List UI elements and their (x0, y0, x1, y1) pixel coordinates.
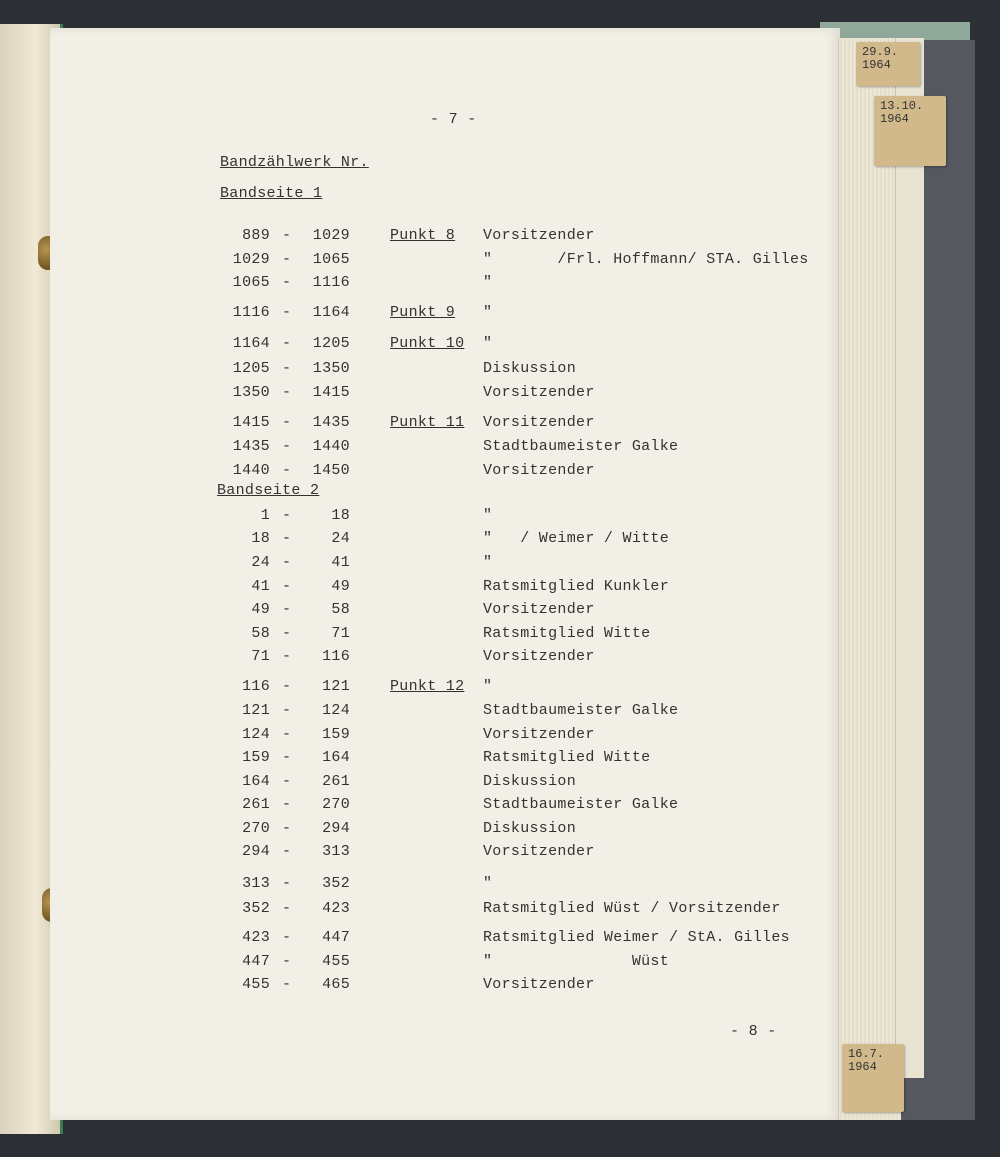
page-heading: Bandzählwerk Nr. (220, 154, 369, 171)
range-dash: - (282, 976, 292, 993)
page-number: - 7 - (430, 111, 477, 128)
range-to: 423 (322, 900, 350, 917)
speaker: Vorsitzender (483, 601, 595, 618)
range-to: 455 (322, 953, 350, 970)
range-to: 1435 (312, 414, 350, 431)
agenda-item: Punkt 11 (390, 414, 465, 431)
range-to: 1350 (312, 360, 350, 377)
speaker: " (483, 304, 493, 321)
range-from: 164 (242, 773, 270, 790)
range-from: 121 (242, 702, 270, 719)
range-dash: - (282, 726, 292, 743)
speaker: Vorsitzender (483, 726, 595, 743)
range-dash: - (282, 335, 292, 352)
range-from: 1029 (232, 251, 270, 268)
range-to: 41 (331, 554, 350, 571)
range-to: 1415 (312, 384, 350, 401)
range-to: 1450 (312, 462, 350, 479)
range-from: 352 (242, 900, 270, 917)
next-page-number: - 8 - (730, 1023, 777, 1040)
agenda-item: Punkt 10 (390, 335, 465, 352)
range-dash: - (282, 678, 292, 695)
speaker: Vorsitzender (483, 414, 595, 431)
side1-label: Bandseite 1 (220, 185, 323, 202)
range-dash: - (282, 578, 292, 595)
range-dash: - (282, 929, 292, 946)
range-dash: - (282, 749, 292, 766)
range-from: 1 (260, 507, 270, 524)
range-dash: - (282, 843, 292, 860)
range-to: 124 (322, 702, 350, 719)
speaker: Vorsitzender (483, 227, 595, 244)
range-to: 1164 (312, 304, 350, 321)
range-to: 294 (322, 820, 350, 837)
side2-label: Bandseite 2 (217, 482, 320, 499)
range-from: 889 (242, 227, 270, 244)
range-from: 423 (242, 929, 270, 946)
range-to: 1065 (312, 251, 350, 268)
speaker: Diskussion (483, 820, 577, 837)
speaker: " (483, 554, 493, 571)
range-dash: - (282, 820, 292, 837)
range-dash: - (282, 773, 292, 790)
range-from: 447 (242, 953, 270, 970)
range-from: 1440 (232, 462, 270, 479)
range-dash: - (282, 227, 292, 244)
speaker: Ratsmitglied Kunkler (483, 578, 670, 595)
range-dash: - (282, 360, 292, 377)
date-tab-3: 16.7. 1964 (842, 1044, 904, 1112)
range-to: 352 (322, 875, 350, 892)
speaker: " (483, 507, 493, 524)
range-from: 71 (251, 648, 270, 665)
range-dash: - (282, 601, 292, 618)
range-dash: - (282, 438, 292, 455)
range-from: 116 (242, 678, 270, 695)
range-to: 465 (322, 976, 350, 993)
document-page (50, 28, 840, 1120)
range-dash: - (282, 625, 292, 642)
range-from: 1350 (232, 384, 270, 401)
speaker: " Wüst (483, 953, 670, 970)
range-from: 49 (251, 601, 270, 618)
range-from: 41 (251, 578, 270, 595)
range-from: 1116 (232, 304, 270, 321)
range-dash: - (282, 462, 292, 479)
range-to: 18 (331, 507, 350, 524)
speaker: Ratsmitglied Witte (483, 625, 651, 642)
range-dash: - (282, 702, 292, 719)
range-dash: - (282, 530, 292, 547)
range-from: 1065 (232, 274, 270, 291)
range-from: 294 (242, 843, 270, 860)
range-to: 261 (322, 773, 350, 790)
speaker: Ratsmitglied Wüst / Vorsitzender (483, 900, 781, 917)
range-to: 1116 (312, 274, 350, 291)
agenda-item: Punkt 8 (390, 227, 456, 244)
range-to: 121 (322, 678, 350, 695)
agenda-item: Punkt 9 (390, 304, 456, 321)
speaker: Vorsitzender (483, 976, 595, 993)
range-to: 71 (331, 625, 350, 642)
speaker: " (483, 335, 493, 352)
range-dash: - (282, 384, 292, 401)
speaker: Ratsmitglied Weimer / StA. Gilles (483, 929, 790, 946)
range-dash: - (282, 304, 292, 321)
range-from: 261 (242, 796, 270, 813)
range-to: 313 (322, 843, 350, 860)
range-from: 18 (251, 530, 270, 547)
range-from: 313 (242, 875, 270, 892)
speaker: Stadtbaumeister Galke (483, 702, 679, 719)
range-to: 116 (322, 648, 350, 665)
range-dash: - (282, 875, 292, 892)
range-dash: - (282, 274, 292, 291)
range-dash: - (282, 507, 292, 524)
speaker: " /Frl. Hoffmann/ STA. Gilles (483, 251, 809, 268)
range-from: 1415 (232, 414, 270, 431)
speaker: Vorsitzender (483, 462, 595, 479)
agenda-item: Punkt 12 (390, 678, 465, 695)
speaker: Vorsitzender (483, 384, 595, 401)
range-to: 447 (322, 929, 350, 946)
range-from: 1435 (232, 438, 270, 455)
speaker: Stadtbaumeister Galke (483, 796, 679, 813)
range-to: 1440 (312, 438, 350, 455)
range-from: 58 (251, 625, 270, 642)
range-dash: - (282, 900, 292, 917)
range-from: 159 (242, 749, 270, 766)
speaker: Vorsitzender (483, 843, 595, 860)
range-from: 1205 (232, 360, 270, 377)
range-to: 164 (322, 749, 350, 766)
speaker: " / Weimer / Witte (483, 530, 670, 547)
speaker: Diskussion (483, 360, 577, 377)
speaker: Stadtbaumeister Galke (483, 438, 679, 455)
date-tab-1: 29.9. 1964 (856, 42, 920, 86)
range-from: 124 (242, 726, 270, 743)
speaker: " (483, 875, 493, 892)
speaker: Vorsitzender (483, 648, 595, 665)
range-dash: - (282, 554, 292, 571)
speaker: Ratsmitglied Witte (483, 749, 651, 766)
range-to: 24 (331, 530, 350, 547)
stack-divider-sheet (895, 38, 924, 1078)
range-dash: - (282, 251, 292, 268)
range-to: 1205 (312, 335, 350, 352)
date-tab-2: 13.10. 1964 (874, 96, 946, 166)
range-dash: - (282, 414, 292, 431)
range-from: 1164 (232, 335, 270, 352)
page-stack-edges (838, 38, 901, 1120)
range-from: 270 (242, 820, 270, 837)
speaker: Diskussion (483, 773, 577, 790)
range-to: 1029 (312, 227, 350, 244)
range-to: 49 (331, 578, 350, 595)
speaker: " (483, 678, 493, 695)
range-dash: - (282, 953, 292, 970)
range-dash: - (282, 796, 292, 813)
range-dash: - (282, 648, 292, 665)
range-to: 270 (322, 796, 350, 813)
speaker: " (483, 274, 493, 291)
range-from: 24 (251, 554, 270, 571)
range-from: 455 (242, 976, 270, 993)
range-to: 58 (331, 601, 350, 618)
range-to: 159 (322, 726, 350, 743)
